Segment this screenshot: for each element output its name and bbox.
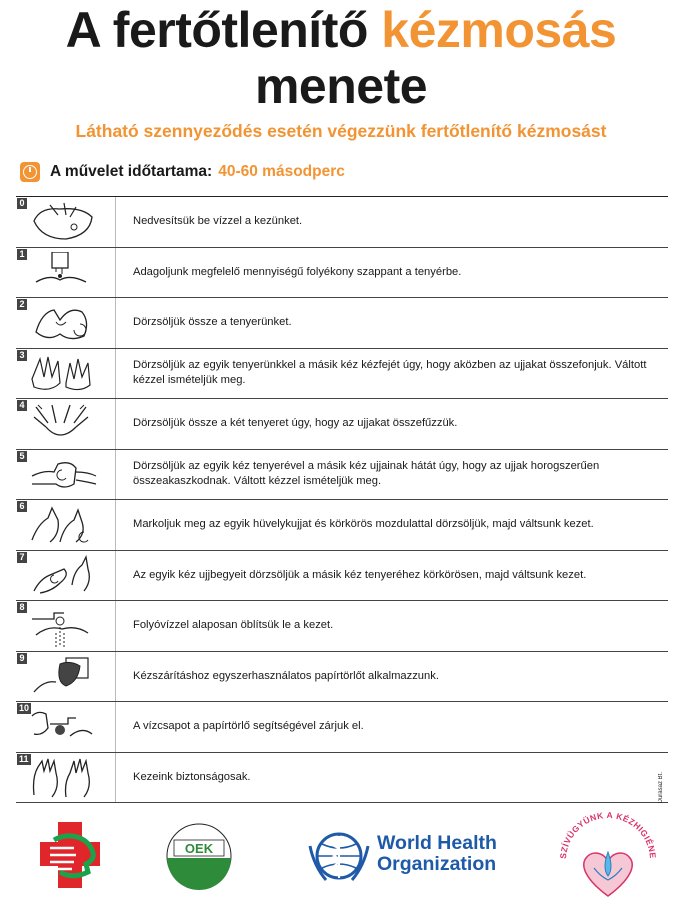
hand-washing-icon [30, 403, 100, 445]
step-number: 1 [17, 249, 27, 260]
who-line1: World Health [377, 832, 497, 854]
steps-list [16, 196, 668, 803]
oek-text: OEK [184, 841, 214, 856]
step-text: Kézszárításhoz egyszerhasználatos papírtörlőt alkalmazzunk. [133, 669, 439, 682]
step-row [16, 349, 668, 400]
step-number: 9 [17, 653, 27, 664]
step-illustration [16, 652, 116, 702]
title-part1: A fertőtlenítő [65, 2, 368, 58]
who-line2: Organization [377, 853, 497, 875]
step-text: Folyóvízzel alaposan öblítsük le a kezet. [133, 619, 334, 632]
step-text: Dörzsöljük össze a tenyerünket. [133, 316, 292, 329]
step-illustration [16, 702, 116, 752]
heart-text: SZÍVÜGYÜNK A KÉZHIGIÉNE [557, 809, 659, 860]
step-illustration [16, 248, 116, 298]
duration-row [20, 160, 345, 184]
step-number: 5 [17, 451, 27, 462]
duration-value: 40-60 másodperc [218, 163, 345, 180]
step-illustration [16, 500, 116, 550]
step-number: 6 [17, 501, 27, 512]
title-part2: kézmosás [381, 2, 617, 58]
step-row [16, 601, 668, 652]
step-illustration [16, 399, 116, 449]
step-row [16, 298, 668, 349]
step-number: 11 [19, 753, 29, 764]
hand-washing-icon [30, 605, 100, 647]
step-illustration [16, 349, 116, 399]
who-text [377, 833, 497, 875]
step-row [16, 399, 668, 450]
step-number: 0 [17, 198, 27, 209]
hand-washing-icon [30, 757, 100, 799]
oek-logo-icon [160, 822, 238, 890]
step-row [16, 450, 668, 501]
hand-washing-icon [30, 656, 100, 698]
subtitle: Látható szennyeződés esetén végezzünk fertőtlenítő kézmosást [75, 121, 607, 141]
clock-icon [20, 162, 40, 182]
who-emblem-icon [306, 826, 372, 888]
step-text: Az egyik kéz ujjbegyeit dörzsöljük a másik kéz tenyeréhez körkörösen, majd váltsunk kezet. [133, 568, 587, 581]
step-illustration [16, 753, 116, 803]
title-line2: menete [254, 58, 428, 114]
step-text: Nedvesítsük be vízzel a kezünket. [133, 215, 303, 228]
step-text: Adagoljunk megfelelő mennyiségű folyékony szappant a tenyérbe. [133, 265, 462, 278]
step-number: 8 [17, 602, 27, 613]
duration-label: A művelet időtartama: [50, 163, 213, 180]
step-number: 3 [17, 350, 27, 361]
hand-washing-icon [30, 201, 100, 243]
step-illustration [16, 298, 116, 348]
hand-washing-icon [30, 353, 100, 395]
step-illustration [16, 551, 116, 601]
hand-washing-icon [30, 555, 100, 597]
step-row [16, 500, 668, 551]
page-title [0, 2, 682, 114]
step-number: 2 [17, 299, 27, 310]
step-illustration [16, 601, 116, 651]
step-row [16, 248, 668, 299]
hand-washing-icon [30, 706, 100, 748]
step-row [16, 753, 668, 804]
step-illustration [16, 450, 116, 500]
hand-washing-icon [30, 252, 100, 294]
step-row [16, 652, 668, 703]
step-row [16, 197, 668, 248]
step-text: Markoljuk meg az egyik hüvelykujjat és körkörös mozdulattal dörzsöljük, majd váltsunk kezet. [133, 518, 594, 531]
step-text: Dörzsöljük az egyik tenyerünkkel a másik kéz kézfejét úgy, hogy aközben az ujjakat összefonjuk. Váltott kézzel ismételjük meg. [133, 359, 647, 387]
cross-logo-icon [40, 822, 104, 888]
step-number: 4 [17, 400, 27, 411]
step-number: 10 [19, 703, 30, 713]
hand-washing-icon [30, 454, 100, 496]
step-row [16, 702, 668, 753]
step-illustration [16, 197, 116, 247]
step-row [16, 551, 668, 602]
step-number: 7 [17, 552, 27, 563]
step-text: Dörzsöljük az egyik kéz tenyerével a másik kéz ujjainak hátát úgy, hogy az ujjak horogszerűen összeakaszkodnak. Váltott kézzel ismételjük meg. [133, 460, 600, 488]
heart-logo-icon [556, 808, 660, 904]
step-text: Kezeink biztonságosak. [133, 770, 251, 783]
hand-washing-icon [30, 504, 100, 546]
step-text: Dörzsöljük össze a két tenyeret úgy, hogy az ujjakat összefűzzük. [133, 417, 458, 430]
step-text: A vízcsapot a papírtörlő segítségével zárjuk el. [133, 720, 364, 733]
credit-text: Durasaz Bt. [658, 772, 664, 804]
hand-washing-icon [30, 302, 100, 344]
